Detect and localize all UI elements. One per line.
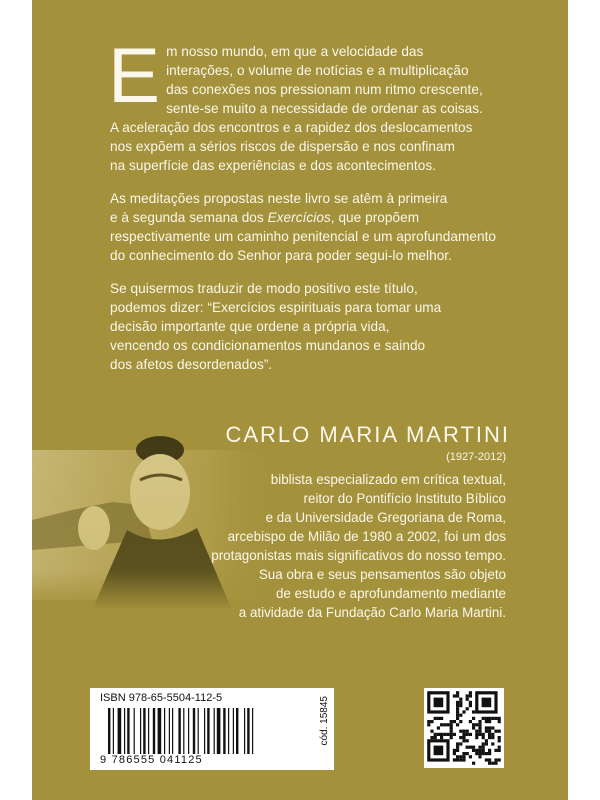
p1-line: sente-se muito a necessidade de ordenar as coisas. (166, 101, 483, 116)
p3-line: decisão importante que ordene a própria vida, (110, 319, 390, 334)
product-code: cód. 15845 (319, 696, 330, 746)
p2-line: As meditações propostas neste livro se atêm à primeira (110, 191, 448, 206)
author-name: CARLO MARIA MARTINI (225, 422, 510, 447)
barcode-digits: 9 786555 041125 (100, 754, 203, 766)
p3-line: podemos dizer: “Exercícios espirituais para tomar uma (110, 300, 442, 315)
author-bio (206, 470, 506, 622)
p2-italic-title: Exercícios (267, 210, 331, 225)
bio-line: de estudo e aprofundamento mediante (275, 586, 506, 601)
barcode-bars (108, 708, 304, 754)
p2-line: , que propõem (330, 210, 420, 225)
p1-line: m nosso mundo, em que a velocidade das (166, 44, 424, 59)
p2-line: e à segunda semana dos (110, 210, 268, 225)
author-dates: (1927-2012) (446, 451, 506, 463)
bio-line: a atividade da Fundação Carlo Maria Martini. (238, 605, 506, 620)
bio-line: biblista especializado em crítica textual, (270, 472, 506, 487)
p2-line: respectivamente um caminho penitencial e um aprofundamento (110, 229, 497, 244)
p1-line: A aceleração dos encontros e a rapidez dos deslocamentos (110, 120, 473, 135)
p1-line: interações, o volume de notícias e a multiplicação (166, 63, 469, 78)
author-section (32, 400, 568, 640)
p2-line: do conhecimento do Senhor para poder segui-lo melhor. (110, 248, 452, 263)
qr-code (424, 688, 504, 768)
book-back-cover (32, 0, 568, 800)
isbn-label: ISBN 978-65-5504-112-5 (100, 692, 223, 704)
p1-line: nos expõem a sérios riscos de dispersão e nos confinam (110, 139, 455, 154)
paragraph-2 (110, 189, 530, 265)
bio-line: e da Universidade Gregoriana de Roma, (265, 510, 506, 525)
bio-line: Sua obra e seus pensamentos são objeto (258, 567, 506, 582)
barcode (90, 688, 334, 770)
bio-line: arcebispo de Milão de 1980 a 2002, foi um dos (227, 529, 506, 544)
p1-line: na superfície das experiências e dos acontecimentos. (110, 158, 437, 173)
bio-line: protagonistas mais significativos do nosso tempo. (211, 548, 506, 563)
p1-line: das conexões nos pressionam num ritmo crescente, (166, 82, 483, 97)
paragraph-1 (108, 31, 530, 175)
bio-line: reitor do Pontifício Instituto Bíblico (303, 491, 506, 506)
p3-line: dos afetos desordenados”. (110, 357, 273, 372)
p3-line: Se quisermos traduzir de modo positivo este título, (110, 281, 418, 296)
drop-cap: E (108, 31, 161, 119)
p3-line: vencendo os condicionamentos mundanos e saindo (110, 338, 426, 353)
description-text (108, 31, 530, 388)
paragraph-3 (110, 279, 530, 374)
